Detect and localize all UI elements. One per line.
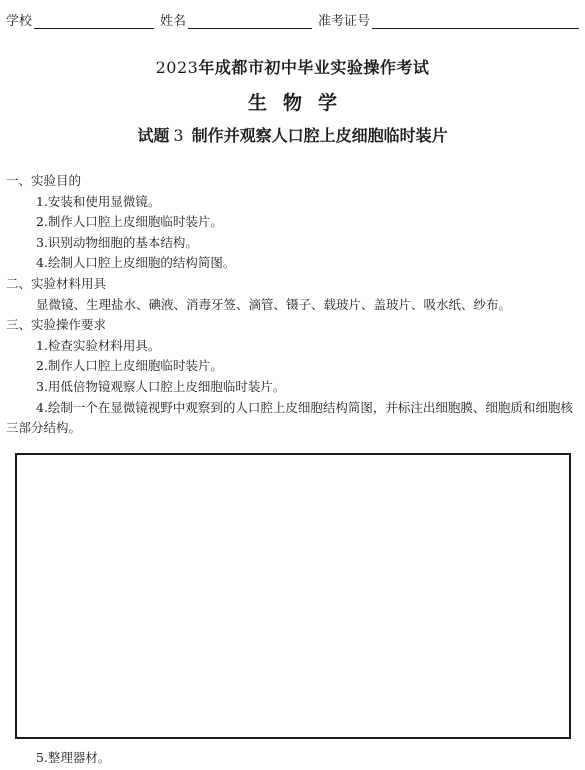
school-blank[interactable] bbox=[34, 14, 154, 29]
ticket-number-blank[interactable] bbox=[372, 14, 579, 29]
question-name: 制作并观察人口腔上皮细胞临时装片 bbox=[191, 126, 448, 145]
section-heading-requirements: 三、实验操作要求 bbox=[6, 317, 107, 333]
exam-title bbox=[0, 55, 585, 78]
subject-title: 生物学 bbox=[247, 92, 353, 114]
question-number: 3 bbox=[173, 126, 184, 145]
question-title bbox=[0, 123, 585, 146]
requirement-item: 4.绘制一个在显微镜视野中观察到的人口腔上皮细胞结构简图，并标注出细胞膜、细胞质和细胞核三部分结构。 bbox=[6, 399, 573, 436]
name-blank[interactable] bbox=[188, 14, 312, 29]
exam-content bbox=[6, 171, 579, 439]
requirement-item: 2.制作人口腔上皮细胞临时装片。 bbox=[36, 358, 223, 374]
purpose-item: 4.绘制人口腔上皮细胞的结构简图。 bbox=[36, 255, 236, 271]
student-info-line bbox=[6, 10, 579, 29]
exam-title-text: 年成都市初中毕业实验操作考试 bbox=[198, 58, 430, 77]
purpose-item: 2.制作人口腔上皮细胞临时装片。 bbox=[36, 214, 223, 230]
section-heading-materials: 二、实验材料用具 bbox=[6, 275, 107, 291]
requirement-item: 3.用低倍物镜观察人口腔上皮细胞临时装片。 bbox=[36, 378, 286, 394]
drawing-answer-box[interactable] bbox=[15, 453, 571, 739]
school-label: 学校 bbox=[6, 14, 33, 29]
purpose-item: 1.安装和使用显微镜。 bbox=[36, 193, 161, 209]
name-label: 姓名 bbox=[160, 14, 187, 29]
requirement-item: 1.检查实验材料用具。 bbox=[36, 337, 161, 353]
exam-year: 2023 bbox=[155, 58, 199, 77]
ticket-number-label: 准考证号 bbox=[318, 14, 371, 29]
requirement-item-last: 5.整理器材。 bbox=[36, 750, 111, 765]
purpose-item: 3.识别动物细胞的基本结构。 bbox=[36, 234, 198, 250]
question-label: 试题 bbox=[137, 126, 170, 145]
materials-list: 显微镜、生理盐水、碘液、消毒牙签、滴管、镊子、载玻片、盖玻片、吸水纸、纱布。 bbox=[36, 296, 512, 312]
section-heading-purpose: 一、实验目的 bbox=[6, 173, 82, 188]
